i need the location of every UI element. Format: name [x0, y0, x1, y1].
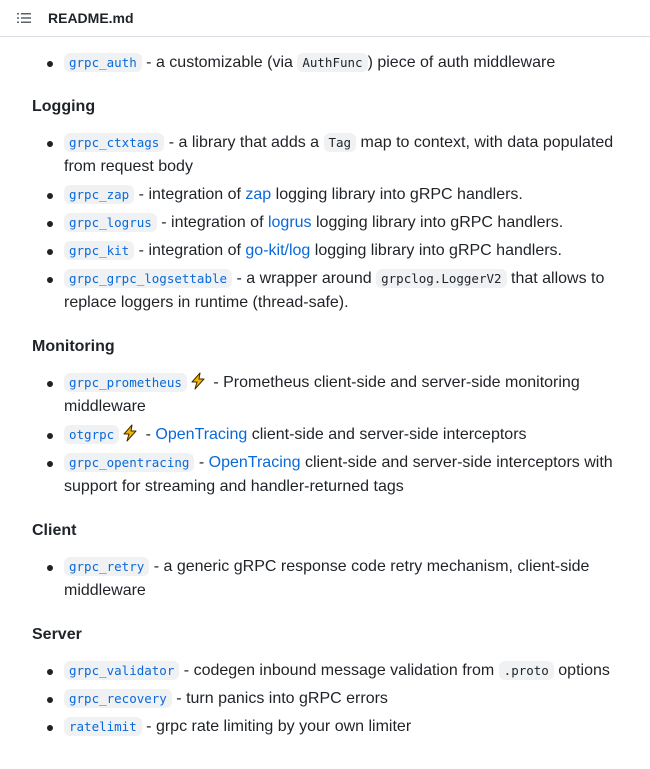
- logrus-link[interactable]: logrus: [267, 214, 312, 231]
- section-logging: [32, 95, 650, 315]
- opentracing-link[interactable]: OpenTracing: [208, 454, 301, 471]
- grpc-auth-link[interactable]: grpc_auth: [64, 54, 142, 71]
- list-item: grpc_validator - codegen inbound message validation from .proto options: [64, 659, 650, 683]
- go-kit-log-link[interactable]: go-kit/log: [245, 242, 311, 259]
- inline-code: .proto: [499, 661, 554, 680]
- grpc-ctxtags-link[interactable]: grpc_ctxtags: [64, 134, 164, 151]
- ratelimit-link[interactable]: ratelimit: [64, 718, 142, 735]
- list-item: otgrpc - OpenTracing client-side and server-side interceptors: [64, 423, 650, 447]
- opentracing-link[interactable]: OpenTracing: [155, 426, 248, 443]
- list-item: grpc_kit - integration of go-kit/log logging library into gRPC handlers.: [64, 239, 650, 263]
- list-item: grpc_grpc_logsettable - a wrapper around grpclog.LoggerV2 that allows to replace loggers in runtime (thread-safe).: [64, 267, 650, 315]
- logging-list: [32, 131, 650, 315]
- grpc-recovery-link[interactable]: grpc_recovery: [64, 690, 172, 707]
- section-heading: Client: [32, 522, 77, 539]
- grpc-kit-link[interactable]: grpc_kit: [64, 242, 134, 259]
- section-heading: Logging: [32, 98, 96, 115]
- list-item: grpc_zap - integration of zap logging library into gRPC handlers.: [64, 183, 650, 207]
- grpc-zap-link[interactable]: grpc_zap: [64, 186, 134, 203]
- server-list: [32, 659, 650, 739]
- monitoring-list: [32, 371, 650, 499]
- grpc-opentracing-link[interactable]: grpc_opentracing: [64, 454, 194, 471]
- section-heading: Monitoring: [32, 338, 115, 355]
- file-title: README.md: [48, 10, 134, 26]
- section-client: [32, 519, 650, 603]
- lightning-bolt-icon: [189, 372, 207, 390]
- readme-content: [0, 37, 650, 739]
- grpc-retry-link[interactable]: grpc_retry: [64, 558, 149, 575]
- list-item: grpc_logrus - integration of logrus logging library into gRPC handlers.: [64, 211, 650, 235]
- list-item: grpc_auth - a customizable (via AuthFunc ) piece of auth middleware: [64, 51, 650, 75]
- inline-code: Tag: [324, 133, 357, 152]
- section-heading: Server: [32, 626, 82, 643]
- list-item: grpc_prometheus - Prometheus client-side and server-side monitoring middleware: [64, 371, 650, 419]
- inline-code: AuthFunc: [297, 53, 367, 72]
- section-monitoring: [32, 335, 650, 499]
- grpc-logrus-link[interactable]: grpc_logrus: [64, 214, 157, 231]
- list-item: grpc_ctxtags - a library that adds a Tag map to context, with data populated from request body: [64, 131, 650, 179]
- inline-code: grpclog.LoggerV2: [376, 269, 506, 288]
- list-item: grpc_retry - a generic gRPC response code retry mechanism, client-side middleware: [64, 555, 650, 603]
- client-list: [32, 555, 650, 603]
- list-item: grpc_opentracing - OpenTracing client-side and server-side interceptors with support for streaming and handler-returned tags: [64, 451, 650, 499]
- grpc-prometheus-link[interactable]: grpc_prometheus: [64, 374, 187, 391]
- grpc-logsettable-link[interactable]: grpc_grpc_logsettable: [64, 270, 232, 287]
- list-unordered-icon[interactable]: [16, 10, 32, 26]
- file-header: [0, 0, 650, 37]
- list-item: ratelimit - grpc rate limiting by your own limiter: [64, 715, 650, 739]
- auth-list: [32, 37, 650, 75]
- zap-link[interactable]: zap: [245, 186, 272, 203]
- lightning-bolt-icon: [121, 424, 139, 442]
- list-item: grpc_recovery - turn panics into gRPC errors: [64, 687, 650, 711]
- otgrpc-link[interactable]: otgrpc: [64, 426, 119, 443]
- section-server: [32, 623, 650, 739]
- grpc-validator-link[interactable]: grpc_validator: [64, 662, 179, 679]
